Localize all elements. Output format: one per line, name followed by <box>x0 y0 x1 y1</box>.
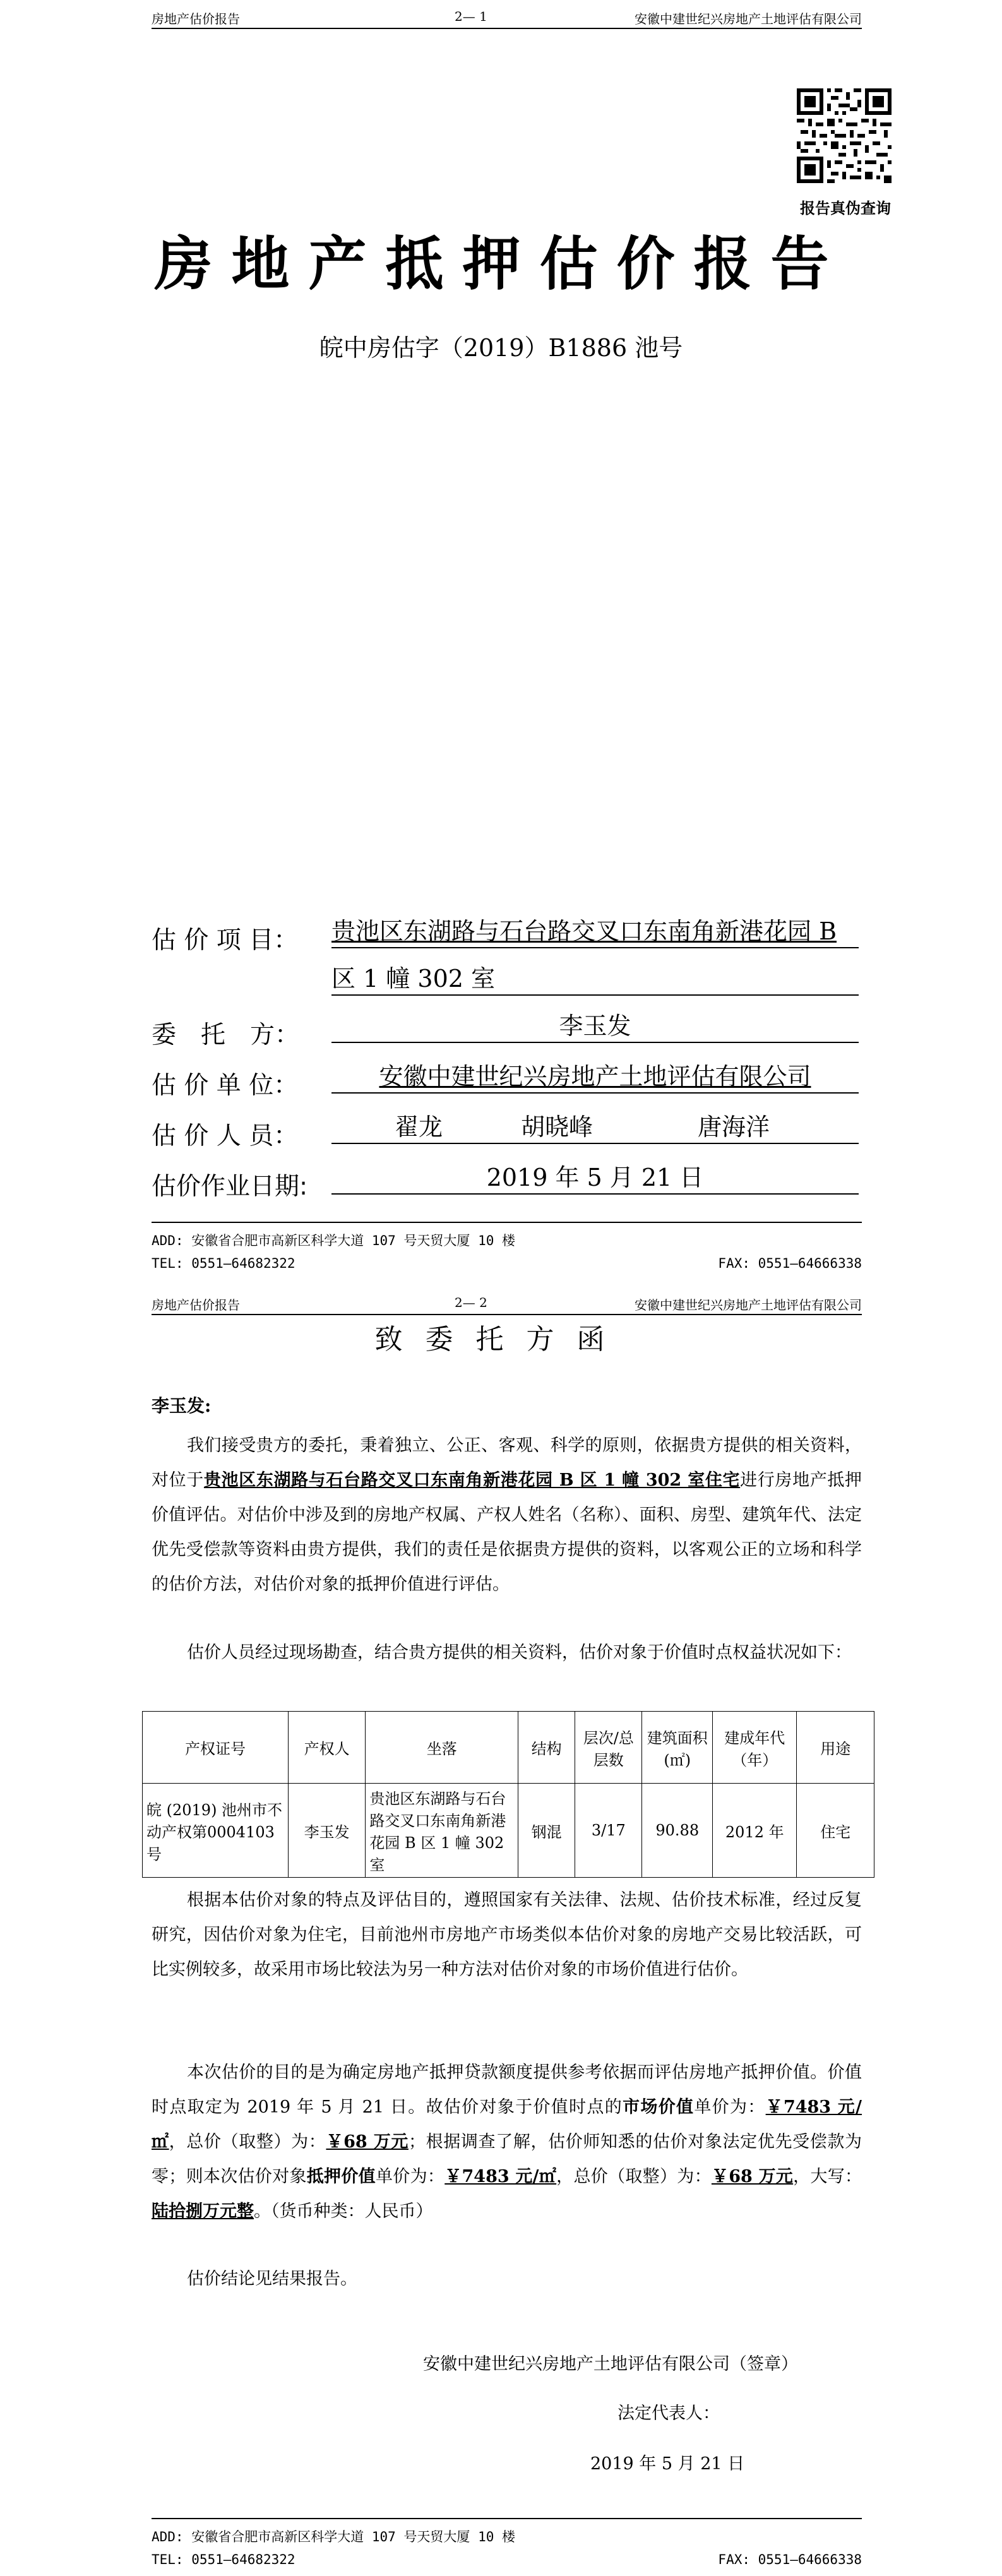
page1-running-header <box>152 5 862 29</box>
footer-address: ADD: 安徽省合肥市高新区科学大道 107 号天贸大厦 10 楼 <box>152 2529 516 2544</box>
appraiser-name: 翟龙 <box>395 1113 443 1141</box>
field-label-client: 委 托 方： <box>152 1021 300 1049</box>
property-rights-table <box>142 1711 874 1878</box>
field-value-date: 2019 年 5 月 21 日 <box>331 1162 859 1195</box>
p4-text-a: 本次估价的目的是为确定房地产抵押贷款额度提供参考依据而评估房地产抵押价值。价值时点取定为 2019 年 5 月 21 日。故估价对象于价值时点的 <box>152 2063 862 2117</box>
paragraph-method <box>152 1883 862 1987</box>
signature-legal-rep: 法定代表人： <box>617 2404 720 2423</box>
table-row <box>143 1784 874 1878</box>
p4-text-e: 单价为： <box>375 2167 445 2186</box>
table-header-row <box>143 1712 874 1784</box>
salutation: 李玉发: <box>152 1395 212 1416</box>
p3-text: 根据本估价对象的特点及评估目的，遵照国家有关法律、法规、估价技术标准，经过反复研究，因估价对象为住宅，目前池州市房地产市场类似本估价对象的房地产交易比较活跃，可比实例较多，故采用市场比较法为另一种方法对估价对象的市场价值进行估价。 <box>152 1890 862 1979</box>
project-address-line2: 区 1 幢 302 室 <box>331 965 496 993</box>
page1-footer <box>152 1222 862 1280</box>
cell-floor: 3/17 <box>575 1784 642 1878</box>
cover-title: 房地产抵押估价报告 <box>154 230 848 298</box>
appraiser-unit-name: 安徽中建世纪兴房地产土地评估有限公司 <box>379 1063 811 1090</box>
header-report-type: 房地产估价报告 <box>152 11 240 27</box>
field-value-appraisers <box>331 1111 859 1144</box>
cell-cert-number: 皖 (2019) 池州市不动产权第0004103 号 <box>143 1784 289 1878</box>
p5-text: 估价结论见结果报告。 <box>187 2269 357 2289</box>
market-value-label: 市场价值 <box>623 2097 695 2117</box>
header-report-type: 房地产估价报告 <box>152 1297 240 1313</box>
footer-fax: FAX: 0551—64666338 <box>718 2552 862 2567</box>
total-in-chinese: 陆拾捌万元整 <box>152 2202 254 2221</box>
col-floor: 层次/总层数 <box>575 1712 642 1784</box>
field-label-project: 估 价 项 目： <box>152 926 299 955</box>
p4-text-f: ，总价（取整）为： <box>556 2167 712 2186</box>
field-value-project-line1 <box>331 915 859 948</box>
market-total-price: ￥68 万元 <box>326 2132 409 2152</box>
field-label-date: 估价作业日期: <box>152 1172 308 1201</box>
mortgage-total-price: ￥68 万元 <box>711 2167 794 2186</box>
footer-tel: TEL: 0551—64682322 <box>152 2552 295 2567</box>
letter-title: 致委托方函 <box>374 1323 628 1356</box>
field-label-appraiser-unit: 估 价 单 位： <box>152 1071 299 1100</box>
p4-text-h: 。（货币种类：人民币） <box>254 2202 433 2221</box>
qr-code-icon[interactable] <box>797 88 892 183</box>
field-value-project-line2 <box>331 963 859 996</box>
col-build-year: 建成年代（年） <box>713 1712 797 1784</box>
paragraph-entrustment <box>152 1428 862 1602</box>
col-owner: 产权人 <box>288 1712 366 1784</box>
col-location: 坐落 <box>366 1712 518 1784</box>
footer-fax: FAX: 0551—64666338 <box>718 1256 862 1271</box>
p4-text-c: ，总价（取整）为： <box>169 2132 326 2152</box>
paragraph-see-results <box>152 2262 862 2296</box>
page2-footer <box>152 2518 862 2576</box>
col-structure: 结构 <box>518 1712 575 1784</box>
p1-text-b: 进行房地产抵押价值评估。对估价中涉及到的房地产权属、产权人姓名（名称）、面积、房型、建筑年代、法定优先受偿款等资料由贵方提供，我们的责任是依据贵方提供的资料，以客观公正的立场和科学的估价方法，对估价对象的抵押价值进行评估。 <box>152 1470 862 1594</box>
qr-caption: 报告真伪查询 <box>800 200 891 217</box>
paragraph-conclusion <box>152 2055 862 2229</box>
cell-owner: 李玉发 <box>288 1784 366 1878</box>
cell-location: 贵池区东湖路与石台路交叉口东南角新港花园 B 区 1 幢 302 室 <box>366 1784 518 1878</box>
mortgage-unit-price: ￥7483 元/㎡ <box>444 2167 557 2186</box>
footer-tel: TEL: 0551—64682322 <box>152 1256 295 1271</box>
cell-area: 90.88 <box>642 1784 713 1878</box>
p2-text: 估价人员经过现场勘查，结合贵方提供的相关资料，估价对象于价值时点权益状况如下： <box>187 1643 852 1662</box>
field-value-client: 李玉发 <box>331 1010 859 1043</box>
mortgage-value-label: 抵押价值 <box>306 2167 376 2186</box>
header-page-number: 2— 2 <box>455 1295 487 1310</box>
appraiser-name: 胡晓峰 <box>521 1113 593 1141</box>
signature-date: 2019 年 5 月 21 日 <box>590 2454 745 2474</box>
header-company: 安徽中建世纪兴房地产土地评估有限公司 <box>635 1297 862 1313</box>
header-page-number: 2— 1 <box>455 9 487 24</box>
col-cert-number: 产权证号 <box>143 1712 289 1784</box>
p4-text-b: 单价为： <box>694 2097 766 2117</box>
field-value-appraiser-unit <box>331 1061 859 1094</box>
signature-company: 安徽中建世纪兴房地产土地评估有限公司（签章） <box>423 2354 798 2374</box>
paragraph-survey <box>152 1635 862 1670</box>
cell-structure: 钢混 <box>518 1784 575 1878</box>
col-area: 建筑面积(㎡) <box>642 1712 713 1784</box>
footer-address: ADD: 安徽省合肥市高新区科学大道 107 号天贸大厦 10 楼 <box>152 1233 516 1248</box>
page2-running-header <box>152 1291 862 1315</box>
p1-property-address: 贵池区东湖路与石台路交叉口东南角新港花园 B 区 1 幢 302 室住宅 <box>203 1470 741 1490</box>
col-usage: 用途 <box>797 1712 874 1784</box>
field-label-appraisers: 估 价 人 员： <box>152 1122 299 1150</box>
project-address-line1: 贵池区东湖路与石台路交叉口东南角新港花园 B <box>331 917 837 945</box>
appraiser-name: 唐海洋 <box>698 1113 770 1141</box>
cell-build-year: 2012 年 <box>713 1784 797 1878</box>
report-number: 皖中房估字（2019）B1886 池号 <box>319 334 683 362</box>
market-unit-price: ￥7483 元/㎡ <box>152 2097 862 2152</box>
p4-text-d: ；根据调查了解，估价师知悉的估价对象法定优先受偿款为零；则本次估价对象 <box>152 2132 862 2186</box>
header-company: 安徽中建世纪兴房地产土地评估有限公司 <box>635 11 862 27</box>
p1-text-a: 我们接受贵方的委托，秉着独立、公正、客观、科学的原则，依据贵方提供的相关资料，对位于 <box>152 1436 862 1490</box>
cell-usage: 住宅 <box>797 1784 874 1878</box>
p4-text-g: ，大写： <box>793 2167 862 2186</box>
